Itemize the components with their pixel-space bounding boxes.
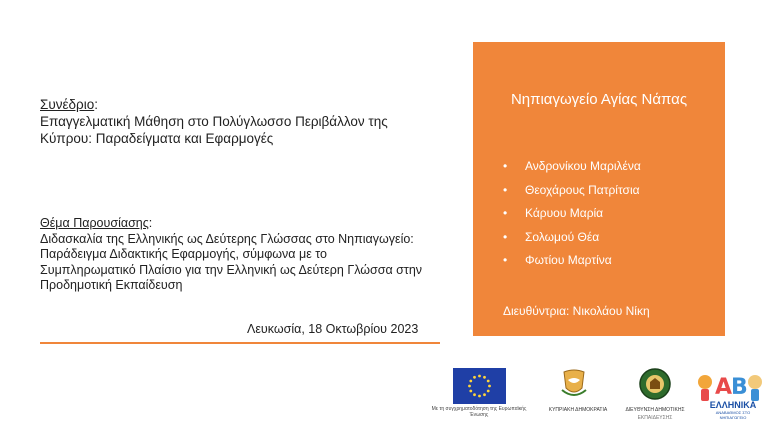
conference-block <box>40 97 440 147</box>
svg-text:Β: Β <box>731 375 748 400</box>
bullet: • <box>503 182 508 197</box>
conference-label-colon: : <box>94 97 98 112</box>
place-date: Λευκωσία, 18 Οκτωβρίου 2023 <box>247 322 419 336</box>
list-item <box>503 230 641 254</box>
topic-text: Διδασκαλία της Ελληνικής ως Δεύτερης Γλώσσας στο Νηπιαγωγείο: Παράδειγμα Διδακτικής Εφαρμογής, σύμφωνα με το Συμπληρωματικό Πλαίσιο για την Ελληνική ως Δεύτερη Γλώσσα στην Προδημοτική Εκπαίδευση <box>40 232 423 293</box>
teacher-name: Θεοχάρους Πατρίτσια <box>525 182 640 197</box>
list-item <box>503 206 641 230</box>
teacher-name: Κάρυου Μαρία <box>525 206 604 220</box>
conference-label-line <box>40 97 440 113</box>
eu-flag-icon <box>453 368 506 404</box>
teacher-name: Σολωμού Θέα <box>525 229 600 244</box>
topic-label-colon: : <box>148 216 153 230</box>
bullet: • <box>503 253 508 267</box>
cyprus-emblem-icon <box>556 366 592 402</box>
list-item <box>503 183 641 207</box>
greek-program-word: ΕΛΛΗΝΙΚΑ <box>709 400 757 410</box>
bullet: • <box>503 229 508 244</box>
greek-program-sub: ΑΝΑΒΑΘΜΟΣ ΣΤΟ ΝΗΠΙΑΓΩΓΕΙΟ <box>715 410 751 420</box>
conference-title: Επαγγελματική Μάθηση στο Πολύγλωσσο Περιβάλλον της Κύπρου: Παραδείγματα και Εφαρμογές <box>40 114 388 146</box>
bullet: • <box>503 206 508 220</box>
education-caption: ΔΙΕΥΘΥΝΣΗ ΔΗΜΟΤΙΚΗΣ <box>625 407 685 413</box>
eu-caption: Με τη συγχρηματοδότηση της Ευρωπαϊκής Ένωσης <box>431 406 527 418</box>
list-item <box>503 253 641 277</box>
list-item <box>503 159 641 183</box>
conference-label: Συνέδριο <box>40 97 95 112</box>
school-panel <box>473 42 725 336</box>
svg-text:Α: Α <box>715 375 733 400</box>
topic-label: Θέμα Παρουσίασης <box>40 216 149 230</box>
teacher-name: Ανδρονίκου Μαριλένα <box>525 159 641 173</box>
school-name: Νηπιαγωγείο Αγίας Νάπας <box>510 91 688 108</box>
education-caption-sub: ΕΚΠΑΙΔΕΥΣΗΣ <box>637 415 673 421</box>
logo-strip <box>425 360 768 436</box>
education-emblem-icon <box>637 366 673 402</box>
director-name: Διευθύντρια: Νικολάου Νίκη <box>503 304 650 318</box>
cyprus-caption: ΚΥΠΡΙΑΚΗ ΔΗΜΟΚΡΑΤΙΑ <box>548 407 608 413</box>
teacher-name: Φωτίου Μαρτίνα <box>525 253 612 267</box>
bullet: • <box>503 159 508 173</box>
divider-line <box>40 342 440 344</box>
teacher-list <box>503 159 641 277</box>
topic-label-line <box>40 216 152 230</box>
